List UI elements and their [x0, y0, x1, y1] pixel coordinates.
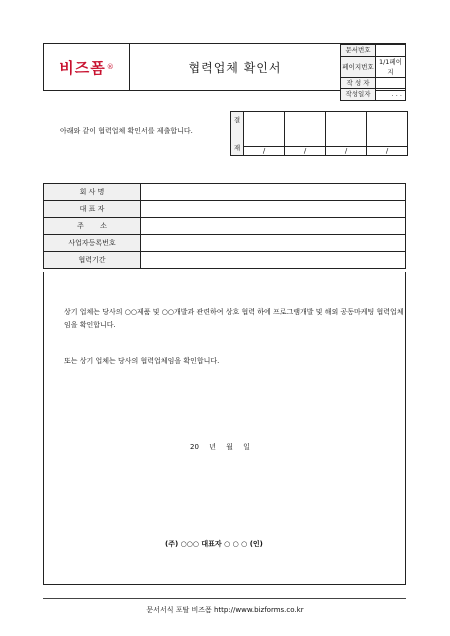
meta-row: [341, 89, 406, 101]
meta-label: 작성일자: [341, 89, 376, 101]
logo-registered-mark: ®: [106, 63, 114, 71]
meta-label: 문서번호: [341, 45, 376, 57]
info-value-field[interactable]: [141, 201, 406, 218]
approval-signature-cell[interactable]: [285, 112, 326, 147]
info-label: 대 표 자: [44, 201, 141, 218]
meta-value[interactable]: [376, 77, 406, 89]
approval-signature-cell[interactable]: [326, 112, 367, 147]
intro-text: 아래와 같이 협력업체 확인서를 제출합니다.: [60, 127, 193, 135]
document-meta-table: [340, 44, 406, 101]
meta-value[interactable]: 1/1페이지: [376, 56, 406, 77]
info-row-cooperation-period: [44, 252, 406, 269]
info-label: 주 소: [44, 218, 141, 235]
approval-label: [231, 112, 244, 156]
meta-label: 페이지번호: [341, 56, 376, 77]
approval-signature-cell[interactable]: [367, 112, 408, 147]
bizforms-logo: [44, 44, 130, 90]
approval-date-cell[interactable]: /: [244, 147, 285, 156]
info-label: 회 사 명: [44, 184, 141, 201]
info-row-representative: [44, 201, 406, 218]
meta-label: 작 성 자: [341, 77, 376, 89]
info-row-business-number: [44, 235, 406, 252]
approval-label-bottom: 재: [233, 143, 241, 152]
signature-line: (주) ○○○ 대표자 ○ ○ ○ (인): [165, 540, 263, 548]
meta-row: [341, 56, 406, 77]
document-title: 협력업체 확인서: [188, 60, 282, 75]
info-value-field[interactable]: [141, 252, 406, 269]
info-value-field[interactable]: [141, 184, 406, 201]
approval-signature-cell[interactable]: [244, 112, 285, 147]
info-row-address: [44, 218, 406, 235]
info-label: 사업자등록번호: [44, 235, 141, 252]
logo-text: 비즈폼: [59, 58, 106, 77]
info-label: 협력기간: [44, 252, 141, 269]
meta-value[interactable]: . . .: [376, 89, 406, 101]
approval-date-cell[interactable]: /: [326, 147, 367, 156]
info-row-company-name: [44, 184, 406, 201]
footer-divider: [43, 598, 406, 599]
info-value-field[interactable]: [141, 235, 406, 252]
meta-row: [341, 45, 406, 57]
approval-date-cell[interactable]: /: [285, 147, 326, 156]
meta-value[interactable]: [376, 45, 406, 57]
document-header: [43, 43, 406, 99]
certificate-paragraph: 상기 업체는 당사의 ○○제품 및 ○○개발과 관련하여 상호 협력 하에 프로그램개발 및 해외 공동마케팅 협력업체임을 확인합니다.: [64, 308, 404, 329]
meta-row: [341, 77, 406, 89]
info-value-field[interactable]: [141, 218, 406, 235]
issue-date: 20 년 월 일: [190, 443, 250, 451]
approval-label-top: 결: [233, 115, 241, 124]
approval-date-cell[interactable]: /: [367, 147, 408, 156]
approval-box: [230, 111, 408, 156]
certificate-alternate-paragraph: 또는 상기 업체는 당사의 협력업체임을 확인합니다.: [64, 357, 220, 365]
footer-text: 문서서식 포탈 비즈폼 http://www.bizforms.co.kr: [146, 606, 304, 614]
company-info-table: [43, 183, 406, 269]
